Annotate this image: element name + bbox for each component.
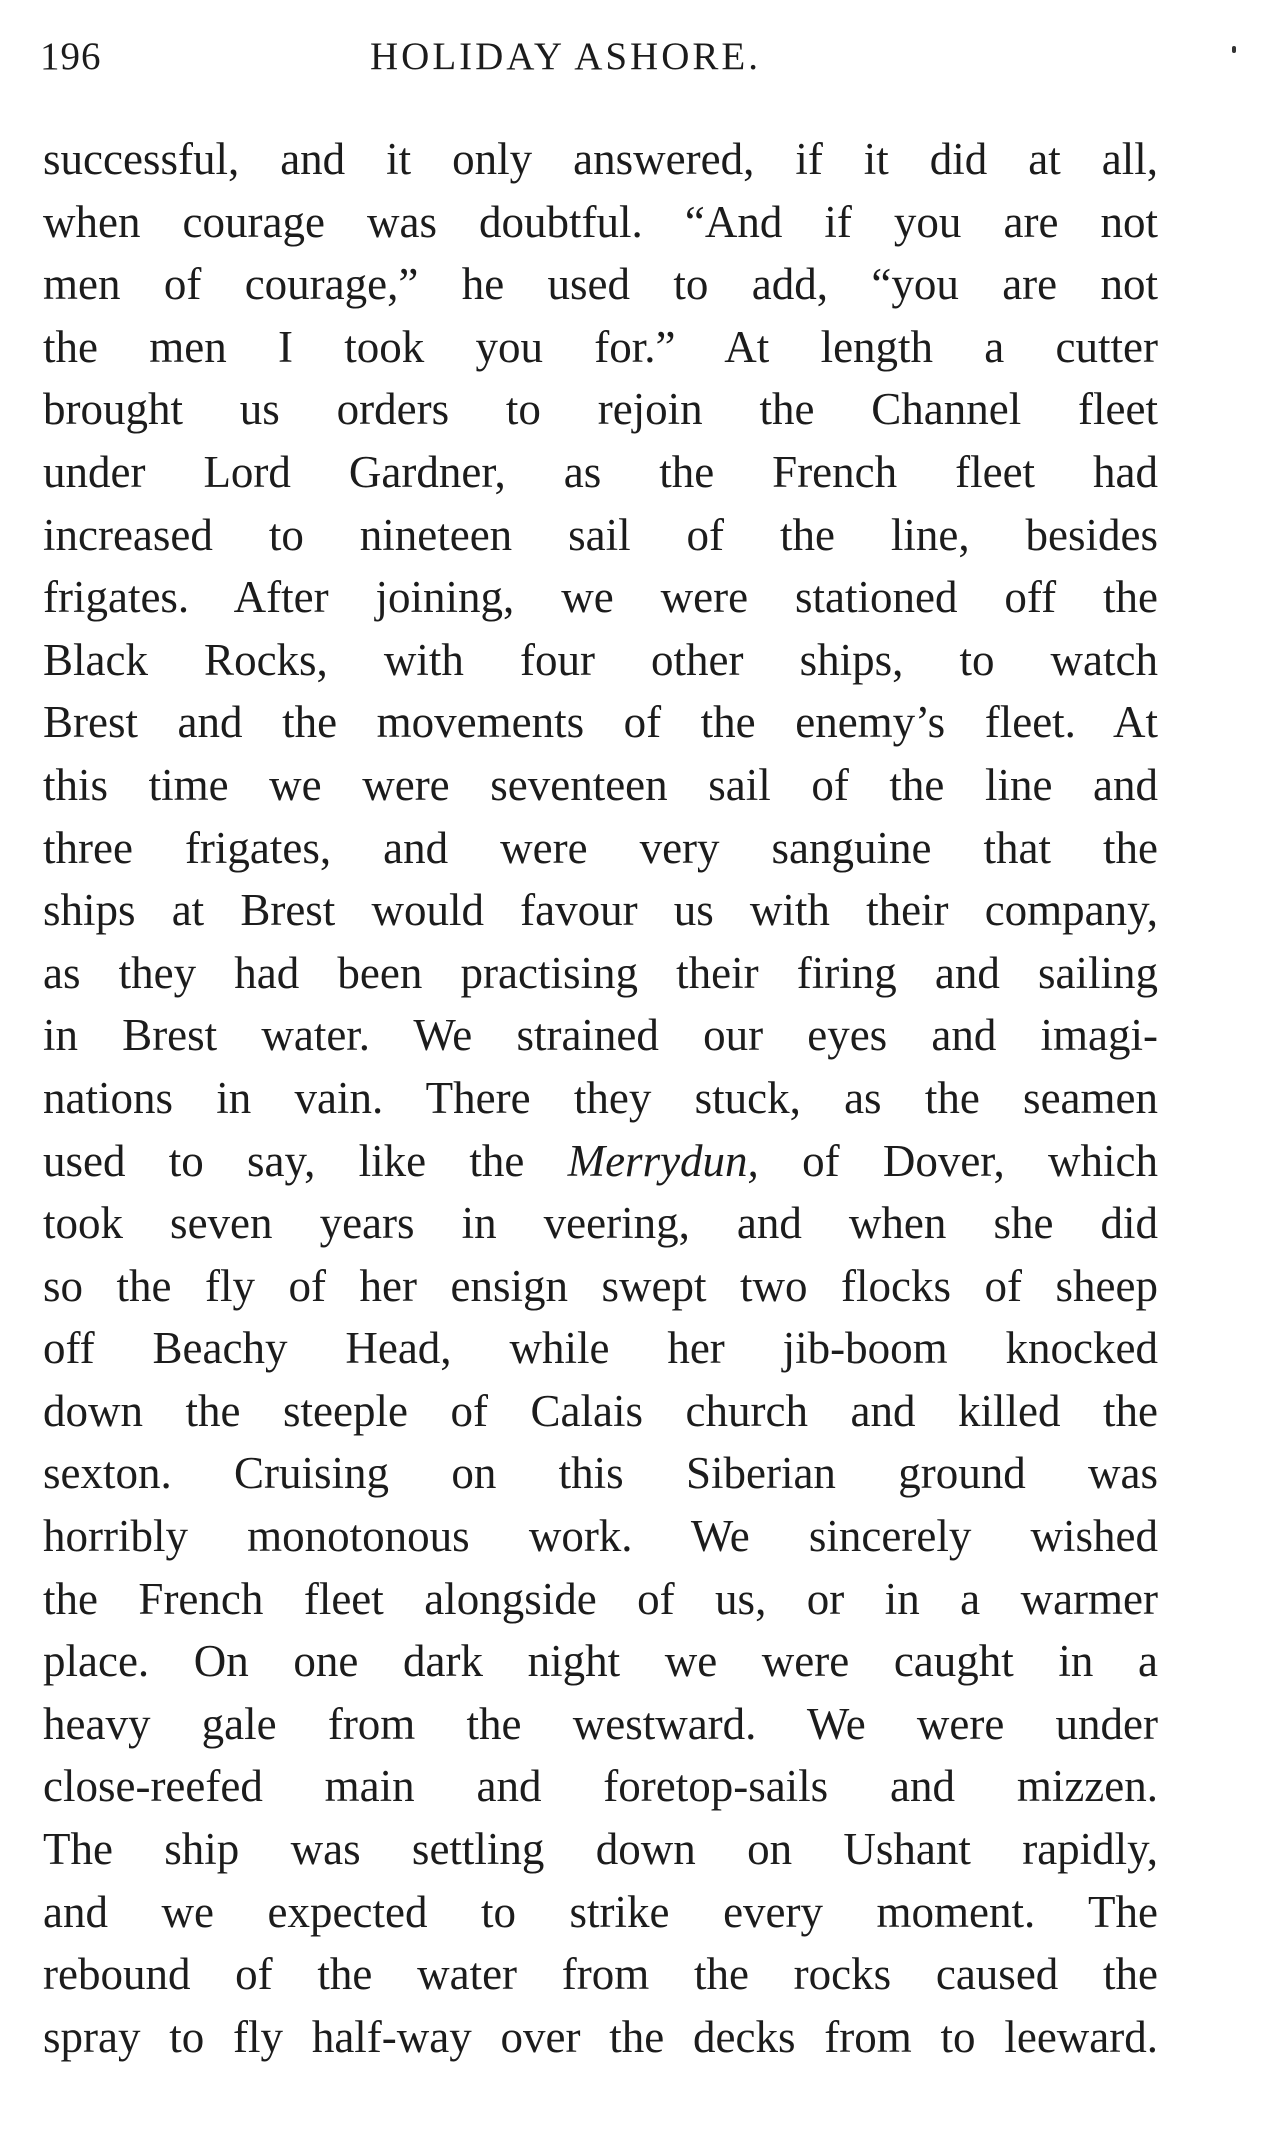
text-line: this time we were seventeen sail of the line and (43, 759, 1158, 810)
text-line: the men I took you for.” At length a cutter (43, 321, 1158, 372)
text-line: took seven years in veering, and when she did (43, 1198, 1158, 1249)
ship-name-italic: Merrydun, (567, 1135, 759, 1186)
body-text (43, 128, 1158, 2068)
text-line: as they had been practising their firing and sailing (43, 947, 1158, 998)
text-line: heavy gale from the westward. We were under (43, 1698, 1158, 1749)
running-title: HOLIDAY ASHORE. (370, 35, 761, 78)
text-line: increased to nineteen sail of the line, besides (43, 509, 1158, 560)
text-line: the French fleet alongside of us, or in a warmer (43, 1573, 1158, 1624)
text-line: horribly monotonous work. We sincerely wished (43, 1511, 1158, 1562)
text-line: rebound of the water from the rocks caused the (43, 1949, 1158, 2000)
page-header (40, 34, 1155, 94)
ink-speck (1232, 46, 1236, 53)
text-line: The ship was settling down on Ushant rapidly, (43, 1824, 1158, 1875)
text-line: three frigates, and were very sanguine that the (43, 822, 1158, 873)
text-segment: of Dover, which (758, 1135, 1158, 1186)
text-line: spray to fly half-way over the decks from to leeward. (43, 2011, 1158, 2062)
text-line-with-italic (43, 1130, 1158, 1193)
text-line: off Beachy Head, while her jib-boom knocked (43, 1323, 1158, 1374)
text-line: sexton. Cruising on this Siberian ground was (43, 1448, 1158, 1499)
text-line: down the steeple of Calais church and killed the (43, 1385, 1158, 1436)
text-line: successful, and it only answered, if it did at all, (43, 134, 1158, 184)
text-line: in Brest water. We strained our eyes and imagi- (43, 1010, 1158, 1061)
page-number: 196 (40, 35, 102, 78)
text-line: Black Rocks, with four other ships, to watch (43, 634, 1158, 685)
text-line: men of courage,” he used to add, “you are not (43, 259, 1158, 310)
text-line: nations in vain. There they stuck, as the seamen (43, 1072, 1158, 1123)
text-line: so the fly of her ensign swept two flocks of sheep (43, 1260, 1158, 1311)
text-line: ships at Brest would favour us with their company, (43, 885, 1158, 936)
text-line: and we expected to strike every moment. The (43, 1886, 1158, 1937)
text-segment: used to say, like the (43, 1135, 568, 1186)
text-line: frigates. After joining, we were stationed off the (43, 572, 1158, 623)
text-line: Brest and the movements of the enemy’s fleet. At (43, 697, 1158, 748)
text-line: brought us orders to rejoin the Channel fleet (43, 384, 1158, 435)
text-line: close-reefed main and foretop-sails and mizzen. (43, 1761, 1158, 1812)
text-line: under Lord Gardner, as the French fleet had (43, 446, 1158, 497)
text-line: place. On one dark night we were caught in a (43, 1636, 1158, 1687)
text-line: when courage was doubtful. “And if you are not (43, 196, 1158, 247)
